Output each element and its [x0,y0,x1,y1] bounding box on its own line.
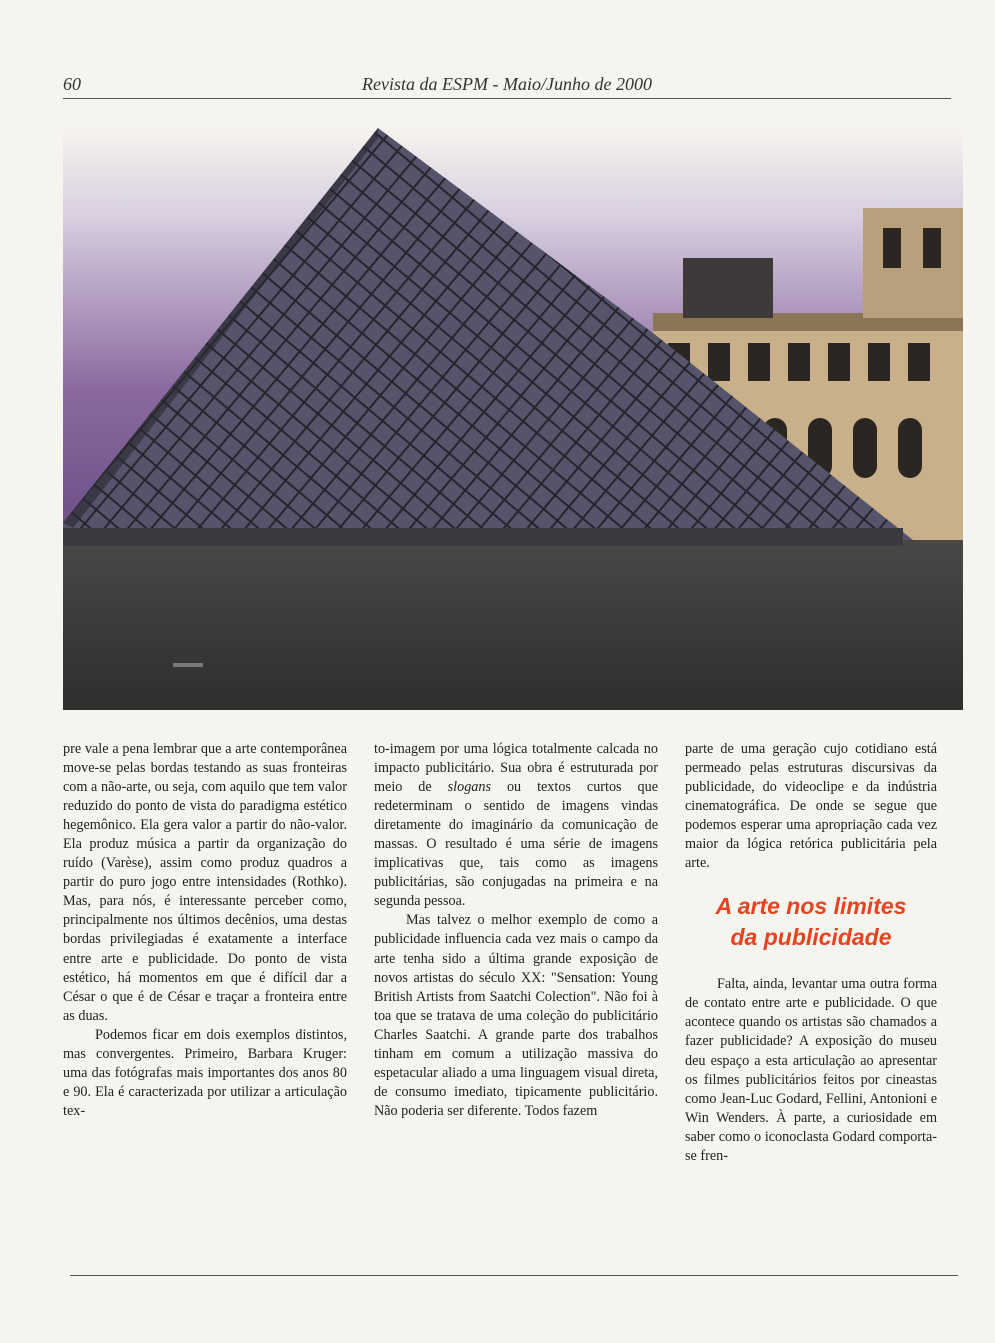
section-subheading: A arte nos limites da publicidade [715,893,907,951]
page-number: 60 [63,74,81,94]
emphasis-slogans: slogans [447,779,491,796]
header-rule [63,98,951,99]
running-header [63,72,951,98]
paragraph: Falta, ainda, levantar uma outra forma de contato entre arte e publicidade. O que acontece quando os artistas são chamados a fazer publicidade? A exposição do museu deu espaço a esta articulação ao apresentar os filmes publicitários feitos por cineastas como Jean-Luc Godard, Fellini, Antonioni e Win Wenders. À parte, a curiosidade em saber como o iconoclasta Godard comporta-se fren- [685,976,937,1164]
paragraph: Mas talvez o melhor exemplo de como a publicidade influencia cada vez mais o campo da arte tenha sido a última grande exposição de novos artistas do século XX: "Sensation: Young British Artists from Saatchi Colection". Não foi à toa que se tratava de uma coleção do publicitário Charles Saatchi. A grande parte dos trabalhos tinham em comum a utilização massiva do espetacular aliado a uma linguagem visual direta, de consumo imediato, tipicamente publicitário. Não poderia ser diferente. Todos fazem [374,912,658,1119]
text-column-1 [63,740,347,1121]
text-column-2 [374,740,658,1121]
paragraph: Podemos ficar em dois exemplos distintos, mas convergentes. Primeiro, Barbara Kruger: uma das fotógrafas mais importantes dos anos 80 e 90. Ela é caracterizada por utilizar a articulação tex- [63,1026,347,1119]
paragraph: parte de uma geração cujo cotidiano está permeado pelas estruturas discursivas da publicidade, do videoclipe e da indústria cinematográfica. De onde se segue que podemos esperar uma apropriação cada vez maior da lógica retórica publicitária pela arte. [685,741,937,872]
publication-title: Revista da ESPM - Maio/Junho de 2000 [362,74,652,94]
text-column-3 [685,740,937,1166]
paragraph: pre vale a pena lembrar que a arte contemporânea move-se pelas bordas testando as suas fronteiras com a não-arte, ou seja, com aquilo que tem valor reduzido do ponto de vista do paradigma estético hegemônico. Ela gera valor a partir do não-valor. Ela produz música a partir da organização do ruído (Varèse), assim como produz quadros a partir do puro jogo entre intensidades (Rothko). Mas, para nós, é interessante perceber como, principalmente nos últimos decênios, uma destas bordas privilegiadas é exatamente a interface entre arte e publicidade. Do ponto de vista estético, há momentos em que é difícil dar a César o que é de César e traçar a fronteira entre as duas. [63,741,347,1024]
footer-rule [70,1275,958,1276]
paragraph: to-imagem por uma lógica totalmente calcada no impacto publicitário. Sua obra é estruturada por meio de slogans ou textos curtos que redeterminam o sentido de imagens vindas diretamente do imaginário da comunicação de massas. O resultado é uma série de imagens implicativas que, tais como as imagens publicitárias, são conjugadas na primeira e na segunda pessoa. [374,741,658,910]
louvre-pyramid-photo [63,128,963,710]
plaza-ground [63,540,963,710]
